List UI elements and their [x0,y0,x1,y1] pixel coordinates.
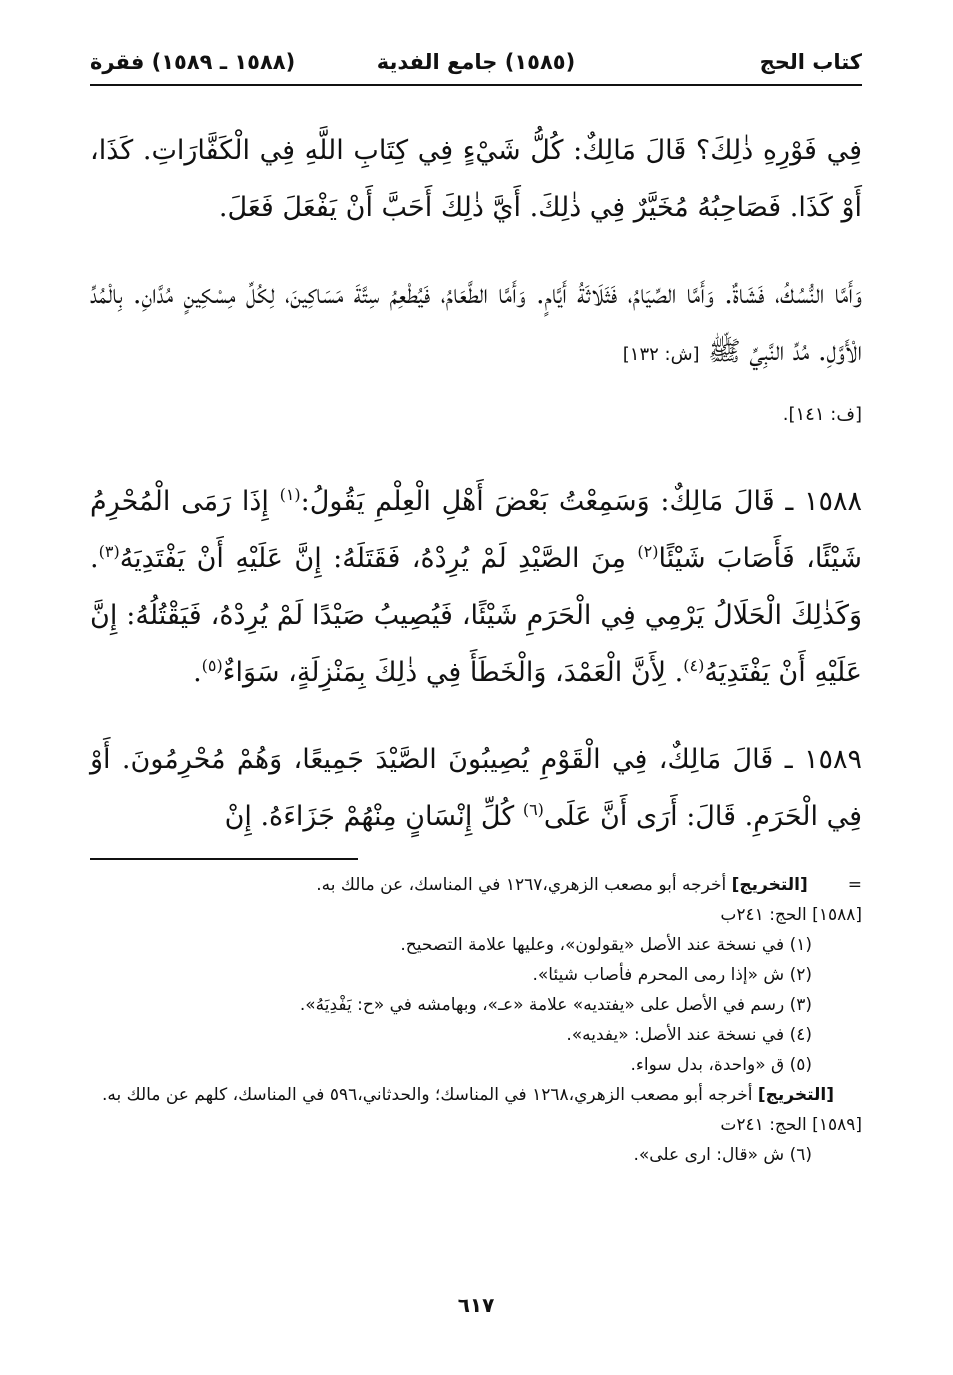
footnote-marker-5: (٥) [201,656,223,675]
reference-sh: [ش: ١٣٢] [622,344,700,365]
footnote-takhrij-2 [90,1080,862,1110]
takhrij-label-2: [التخريج] [757,1085,834,1105]
main-text [90,122,862,845]
paragraph-1588-text-f: . [193,657,202,688]
paragraph-1589 [90,731,862,845]
footnote-takhrij-1 [90,870,862,900]
footnote-marker-4: (٤) [683,656,705,675]
paragraph-1589-text-b: كُلِّ إِنْسَانٍ مِنْهُمْ جَزَاءَهُ. إِنْ [224,801,523,832]
paragraph-1588-text-c: مِنَ الصَّيْدِ لَمْ يُرِدْهُ، فَقَتَلَهُ: إِنَّ عَلَيْهِ أَنْ يَفْتَدِيَهُ [119,543,638,574]
paragraph-1-text: فِي فَوْرِهِ ذٰلِكَ؟ قَالَ مَالِكٌ: كُلُّ شَيْءٍ فِي كِتَابِ اللَّهِ فِي الْكَفَّارَاتِ. كَذَا، أَوْ كَذَا. فَصَاحِبُهُ مُخَيَّرٌ فِي ذٰلِكَ. أَيَّ ذٰلِكَ أَحَبَّ أَنْ يَفْعَلَ فَعَلَ. [90,135,862,223]
page-number: ٦١٧ [457,1293,495,1317]
footnote-2: (٢) ش «إذا رمى المحرم فأصاب شيئا». [532,965,812,985]
footnote-marker-3: (٣) [98,542,120,561]
footnote-3: (٣) رسم في الأصل على «يفتديه» علامة «عـ»، وبهامشه في «ح: يَفْدِيَهُ». [299,995,812,1015]
paragraph-1 [90,122,862,236]
footnote-ref-1588: [١٥٨٨] الحج: ٢٤١ب [720,905,862,925]
footnote-marker-1: (١) [279,485,301,504]
paragraph-1589-text-a: ١٥٨٩ ـ قَالَ مَالِكٌ، فِي الْقَوْمِ يُصِيبُونَ الصَّيْدَ جَمِيعًا، وَهُمْ مُحْرِمُونَ. أَوْ فِي الْحَرَمِ. قَالَ: أَرَى أَنَّ عَلَى [90,744,862,832]
header-chapter-title: (١٥٨٥) جامع الفدية [376,50,576,74]
footnote-5: (٥) ق «واحدة، بدل سواء. [630,1055,812,1075]
header-paragraph-range: (١٥٨٨ ـ ١٥٨٩) فقرة [90,50,296,74]
header-book-title: كتاب الحج [759,50,862,74]
takhrij-label: [التخريج] [731,875,808,895]
footnote-1: (١) في نسخة عند الأصل «يقولون»، وعليها علامة التصحيح. [400,935,812,955]
footnote-marker-2: (٢) [637,542,659,561]
footnote-6: (٦) ش «قال: ارى على». [633,1145,812,1165]
paragraph-1588-text-a: ١٥٨٨ ـ قَالَ مَالِكٌ: وَسَمِعْتُ بَعْضَ أَهْلِ الْعِلْمِ يَقُولُ: [300,486,862,517]
paragraph-1588-text-d: . وَكَذٰلِكَ الْحَلَالُ يَرْمِي فِي الْحَرَمِ شَيْئًا، فَيُصِيبُ صَيْدًا لَمْ يُرِدْهُ، فَيَقْتُلُهُ: إِنَّ عَلَيْهِ أَنْ يَفْتَدِيَهُ [90,543,862,688]
book-page [90,40,862,1340]
paragraph-1588-text-e: . لِأَنَّ الْعَمْدَ، وَالْخَطَأَ فِي ذٰلِكَ بِمَنْزِلَةٍ، سَوَاءٌ [222,657,684,688]
running-header [90,40,862,86]
paragraph-2 [90,266,862,443]
footnote-4: (٤) في نسخة عند الأصل: «يفديه». [566,1025,812,1045]
paragraph-2-text: وَأَمَّا النُّسُكُ، فَشَاةٌ. وَأَمَّا الصِّيَامُ، فَثَلَاثَةُ أَيَّامٍ. وَأَمَّا الطَّعَامُ، فَيُطْعِمُ سِتَّةَ مَسَاكِينَ، لِكُلِّ مِسْكِينٍ مُدَّانِ. بِالْمُدِّ الْأَوَّلِ. مُدِّ النَّبِيِّ ﷺ [90,279,862,367]
continuation-mark: = [847,875,862,895]
footnote-marker-6: (٦) [522,800,544,819]
reference-f: [ف: ١٤١]. [782,404,862,425]
footnote-ref-1589: [١٥٨٩] الحج: ٢٤١ت [720,1115,862,1135]
takhrij-text: أخرجه أبو مصعب الزهري،١٢٦٧ في المناسك، عن مالك به. [316,875,732,895]
paragraph-1588 [90,473,862,701]
paragraph-1588-text-b: إِذَا رَمَى الْمُحْرِمُ شَيْئًا، فَأَصَابَ شَيْئًا [90,486,863,574]
takhrij-text-2: أخرجه أبو مصعب الزهري،١٢٦٨ في المناسك؛ والحدثاني،٥٩٦ في المناسك، كلهم عن مالك به. [101,1085,758,1105]
footnote-divider [90,858,358,860]
footnotes [90,870,862,1170]
